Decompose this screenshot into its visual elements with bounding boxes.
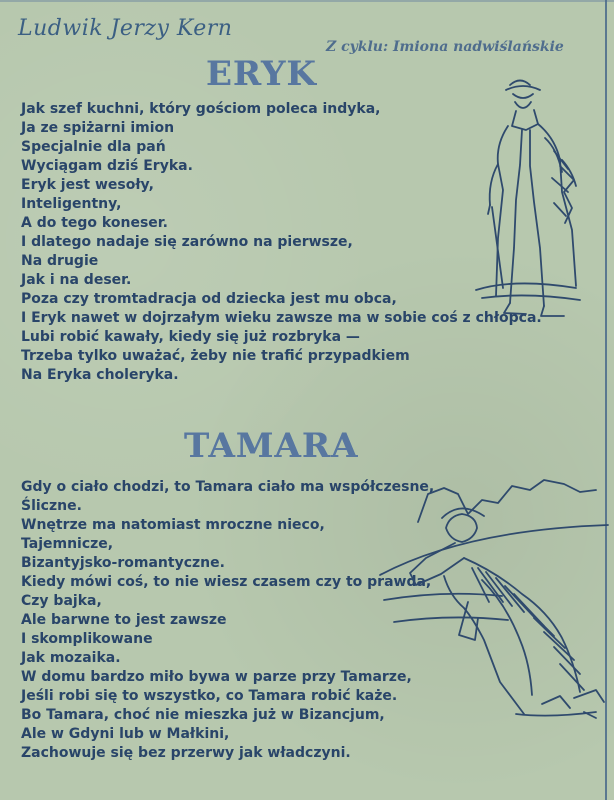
poem-line: I Eryk nawet w dojrzałym wieku zawsze ma w sobie coś z chłopca. <box>21 310 542 326</box>
poem-line: Bizantyjsko-romantyczne. <box>21 555 225 571</box>
poem-line: Jak mozaika. <box>21 650 121 666</box>
poem-line: Jak i na deser. <box>21 272 132 288</box>
reclining-woman-illustration <box>360 470 610 740</box>
poem-line: Ale barwne to jest zawsze <box>21 612 227 628</box>
poem-line: Czy bajka, <box>21 593 102 609</box>
poem-eryk <box>21 100 542 385</box>
poem-line: Eryk jest wesoły, <box>21 177 154 193</box>
poem-line: Na Eryka choleryka. <box>21 367 179 383</box>
poem-line: Gdy o ciało chodzi, to Tamara ciało ma współczesne, <box>21 479 435 495</box>
poem-title-eryk: ERYK <box>206 54 317 94</box>
poem-line: Poza czy tromtadracja od dziecka jest mu obca, <box>21 291 397 307</box>
poem-line: Bo Tamara, choć nie mieszka już w Bizancjum, <box>21 707 385 723</box>
poem-line: Ja ze spiżarni imion <box>21 120 175 136</box>
poem-line: Kiedy mówi coś, to nie wiesz czasem czy to prawda, <box>21 574 432 590</box>
poem-line: Na drugie <box>21 253 99 269</box>
poem-line: W domu bardzo miło bywa w parze przy Tamarze, <box>21 669 412 685</box>
poem-line: I dlatego nadaje się zarówno na pierwsze, <box>21 234 353 250</box>
poem-line: Wyciągam dziś Eryka. <box>21 158 193 174</box>
poem-line: Śliczne. <box>21 498 82 514</box>
gentleman-illustration <box>468 68 588 338</box>
poem-line: Wnętrze ma natomiast mroczne nieco, <box>21 517 325 533</box>
poem-line: Zachowuje się bez przerwy jak władczyni. <box>21 745 351 761</box>
poem-line: Ale w Gdyni lub w Małkini, <box>21 726 230 742</box>
top-rule <box>0 0 614 2</box>
poem-line: Jak szef kuchni, który gościom poleca indyka, <box>21 101 381 117</box>
poem-line: Trzeba tylko uważać, żeby nie trafić przypadkiem <box>21 348 410 364</box>
poem-title-tamara: TAMARA <box>184 426 359 466</box>
cycle-subtitle: Z cyklu: Imiona nadwiślańskie <box>326 39 564 55</box>
poem-line: Tajemnicze, <box>21 536 114 552</box>
poem-line: Jeśli robi się to wszystko, co Tamara robić każe. <box>21 688 398 704</box>
poem-line: Specjalnie dla pań <box>21 139 166 155</box>
poem-line: A do tego koneser. <box>21 215 168 231</box>
author-name: Ludwik Jerzy Kern <box>18 16 233 41</box>
poem-line: Inteligentny, <box>21 196 122 212</box>
poem-line: Lubi robić kawały, kiedy się już rozbryka — <box>21 329 360 345</box>
poem-line: I skomplikowane <box>21 631 153 647</box>
